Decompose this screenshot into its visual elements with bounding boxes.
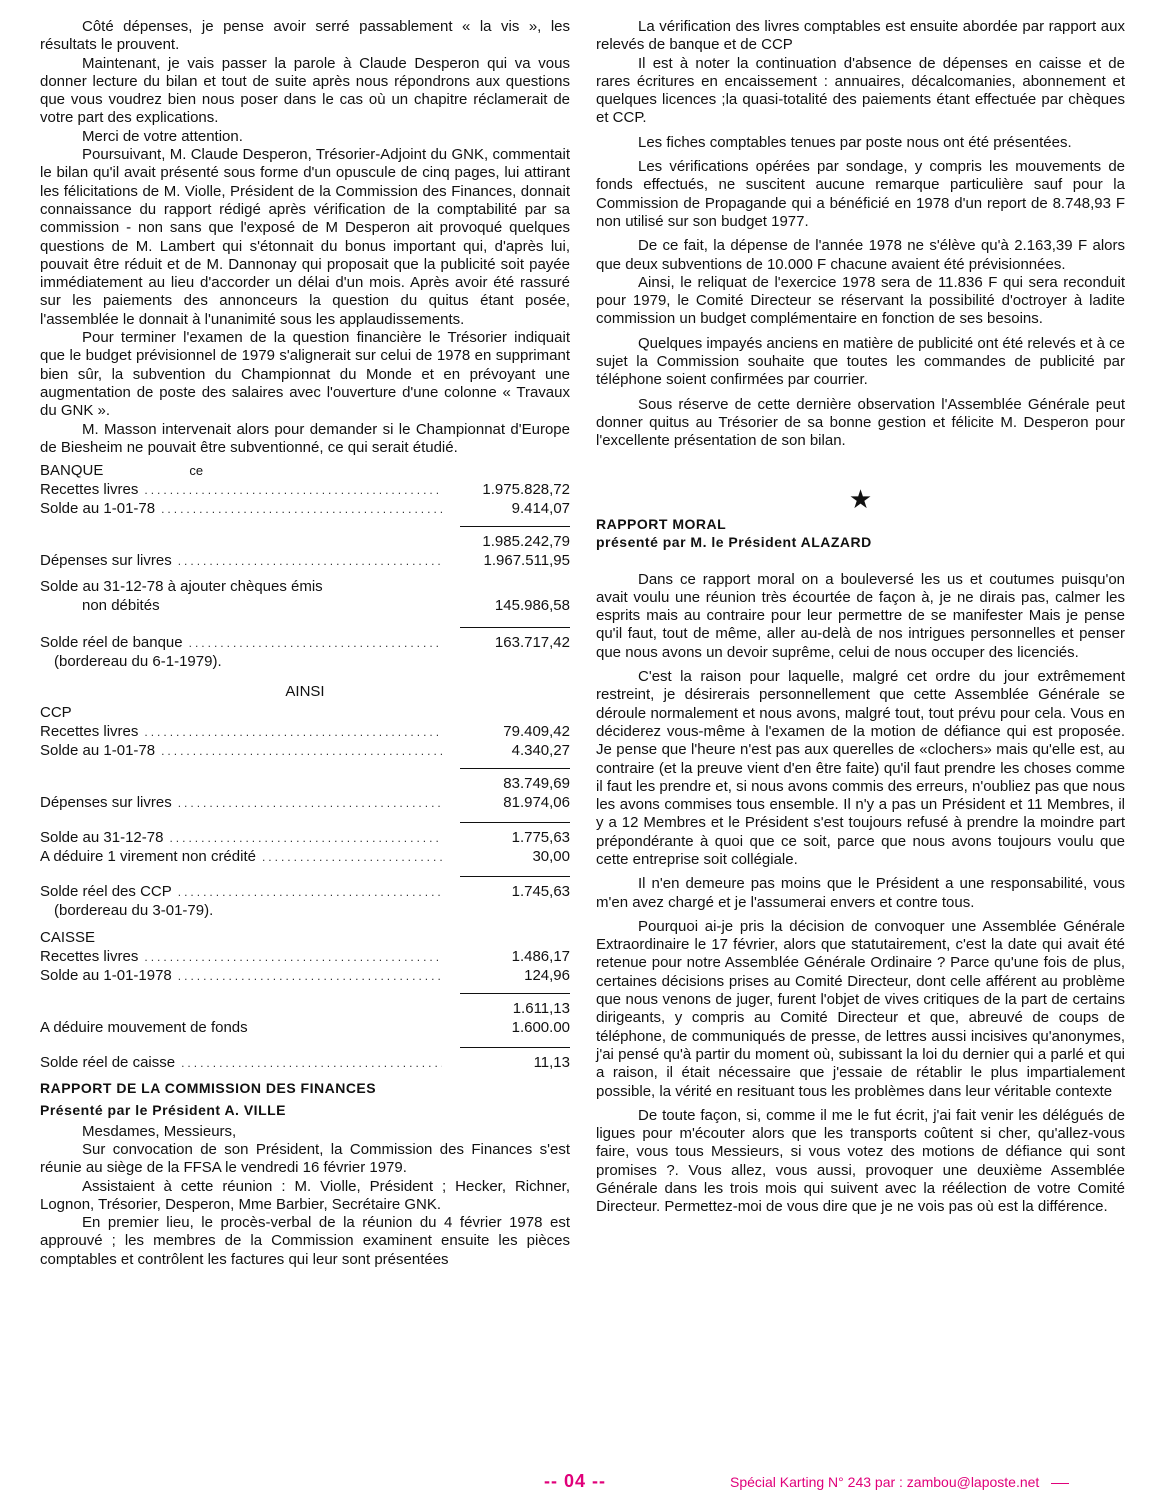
paragraph: Il est à noter la continuation d'absence de dépenses en caisse et de rares écritures en encaissement : annuaires, décalcomanies, abonnement et quelques licences ;la quasi-totalité des paiements étant effectuée par chèques et CCP. [596,54,1125,127]
paragraph: De toute façon, si, comme il me le fut écrit, j'ai fait venir les délégués de ligues pour m'écouter alors que les transports coûtent si cher, qu'allez-vous faire, vous tous Messieurs, si vous votez des motions de défiance qui sont promises ?. Vous allez, vous aussi, provoquer une deuxième Assemblée Générale dans les trois mois qui suivent avec la réélection de votre Comité Directeur. Permettez-moi de vous dire que je ne vois pas où est la différence. [596,1106,1125,1216]
paragraph: Sous réserve de cette dernière observation l'Assemblée Générale peut donner quitus au Trésorier de sa bonne gestion et félicite M. Desperon pour l'excellente présentation de son bilan. [596,395,1125,450]
left-column [40,18,570,1269]
paragraph: Ainsi, le reliquat de l'exercice 1978 sera de 11.836 F qui sera reconduit pour 1979, le Comité Directeur se réservant la possibilité d'octroyer à ladite commission un budget complémentaire en fonction de ses besoins. [596,273,1125,328]
ledger-row: Recettes livres ..... 1.975.828,72 [40,481,570,500]
paragraph: C'est la raison pour laquelle, malgré cet ordre du jour extrêmement restreint, je désirerais personnellement que cette Assemblée Générale se déroule normalement et nous avons, malgré tout, tout prévu pour cela. Vous en déciderez vous-même à l'examen de la motion de défiance qui est proposée. Je pense que l'heure n'est pas aux querelles de «clochers» mais qu'elle est, au contraire (et la preuve vient d'en être faite) qu'il faut prendre les choses comme il faut les prendre et, si nous avons commis des erreurs, n'oubliez pas que nous les avons commises tous ensemble. Il n'y a pas un Président et 11 Membres, il y a 12 Membres et le Président s'est toujours refusé à prendre la moindre part prépondérante à quoi que ce soit, parce que nous avons toujours voulu que cette entreprise soit collégiale. [596,668,1125,868]
right-column [596,18,1125,1217]
section-subtitle: présenté par M. le Président ALAZARD [596,533,872,550]
ledger-row: Dépenses sur livres ..... 1.967.511,95 [40,552,570,571]
footer-dash [1051,1483,1069,1484]
paragraph: Assistaient à cette réunion : M. Violle, Président ; Hecker, Richner, Lognon, Trésorier, Desperon, Mme Barbier, Secrétaire GNK. [40,1177,570,1213]
paragraph: Merci de votre attention. [82,127,243,145]
commission-heading [40,1079,570,1119]
paragraph: Dans ce rapport moral on a bouleversé les us et coutumes puisqu'on avait voulu une réunion très écourtée de façon à, je ne dirais pas, calmer les esprits mais au contraire pour leur permettre de se manifester Mais je pense qu'il faut, tout de même, aller au-delà de nos intrigues personnelles et penser que nous avons un devoir suprême, celui de nous occuper des licenciés. [596,570,1125,661]
paragraph: Mesdames, Messieurs, [82,1122,237,1140]
paragraph: De ce fait, la dépense de l'année 1978 ne s'élève qu'à 2.163,39 F alors que deux subventions de 10.000 F chacune avaient été prévisionnées. [596,237,1125,273]
paragraph: Les vérifications opérées par sondage, y compris les mouvements de fonds effectués, ne suscitent aucune remarque particulière sauf pour la Commission de Propagande qui a bénéficié en 1978 d'un report de 8.748,93 F non utilisé sur son budget 1977. [596,158,1125,230]
section-title: RAPPORT DE LA COMMISSION DES FINANCES [40,1079,377,1096]
ledger-note: (bordereau du 3-01-79). [54,901,214,919]
ledger-row: Dépenses sur livres ..... 81.974,06 [40,794,570,813]
paragraph: M. Masson intervenait alors pour demander si le Championnat d'Europe de Biesheim ne pouvait être subventionné, ce qui serait étudié. [40,420,570,456]
paragraph: Côté dépenses, je pense avoir serré passablement « la vis », les résultats le prouvent. [40,18,570,54]
paragraph: La vérification des livres comptables est ensuite abordée par rapport aux relevés de banque et de CCP [596,18,1125,54]
ledger-row: A déduire mouvement de fonds 1.600.00 [40,1018,570,1036]
ledger-total-row: 1.985.242,79 [40,526,570,552]
paragraph: Les fiches comptables tenues par poste nous ont été présentées. [638,133,1072,151]
ledger-row: Solde réel des CCP ..... 1.745,63 [40,876,570,902]
ledger-total-row: 83.749,69 [40,768,570,794]
moral-heading [596,515,1125,551]
footer-credit: Spécial Karting N° 243 par : zambou@laposte.net [730,1474,1069,1490]
ledger-row: Solde réel de caisse ..... 11,13 [40,1047,570,1073]
paragraph: Sur convocation de son Président, la Commission des Finances s'est réunie au siège de la FFSA le vendredi 16 février 1979. [40,1140,570,1177]
financial-statement [40,461,570,1073]
paragraph: Pourquoi ai-je pris la décision de convoquer une Assemblée Générale Extraordinaire le 17 février, alors que statutairement, c'est la date qui avait été retenue pour notre Assemblée Générale Ordinaire ? Parce qu'une fois de plus, certaines décisions prises au Comité Directeur, dont celle afférent au problème que nous venons de juger, furent l'objet de vives critiques de la part de certains dirigeants, y compris au Comité Directeur et que, abreuvé de coups de téléphone, de communiqués de presse, de lettres aussi incisives qu'anonymes, j'ai pensé qu'à partir du moment où, subissant la loi du dernier qui a parlé et qui a raison, il était nécessaire que j'essaie de rétablir le plus impartialement possible, la vérité en resituant tous les problèmes dans leur véritable contexte [596,917,1125,1100]
paragraph: Il n'en demeure pas moins que le Président a une responsabilité, vous m'en avez chargé et je l'assumerai envers et contre tous. [596,875,1125,911]
star-ornament-icon: ★ [848,483,873,514]
ledger-row: Solde au 1-01-78 ..... 9.414,07 [40,500,570,519]
ledger-row: Solde réel de banque ..... 163.717,42 [40,627,570,653]
ainsi-label: AINSI [285,683,325,701]
section-heading-caisse: CAISSE [40,929,96,947]
ledger-row: Recettes livres ..... 79.409,42 [40,723,570,742]
ledger-row: Recettes livres ..... 1.486,17 [40,948,570,967]
paragraph: Poursuivant, M. Claude Desperon, Trésorier-Adjoint du GNK, commentait le bilan qu'il avait présenté sous forme d'un opuscule de cinq pages, lui attirant les félicitations de M. Violle, Président de la Commission des Finances, donnait connaissance du rapport rédigé après vérification de la comptabilité par sa commission - non sans que l'exposé de M Desperon ait provoqué quelques questions de M. Lambert qui s'étonnait du bonus important qui, d'après lui, pouvait être réduit et de M. Dannonay qui proposait que la publicité soit payée immédiatement au lieu d'accorder un délai d'un mois. Après avoir été rassuré sur les paiements des annonceurs la question du quitus étant posée, l'assemblée le donnait à l'unanimité sous les applaudissements. [40,146,570,328]
ledger-row: non débités 145.986,58 [82,596,570,614]
ledger-row: A déduire 1 virement non crédité ..... 30,00 [40,848,570,867]
paragraph: Pour terminer l'examen de la question financière le Trésorier indiquait que le budget prévisionnel de 1979 s'alignerait sur celui de 1978 en supprimant bien sûr, la subvention du Championnat du Monde et en prévoyant une augmentation de poste des salaires avec l'ouverture d'une colonne « Travaux du GNK ». [40,329,570,420]
ledger-row: Solde au 31-12-78 à ajouter chèques émis [40,578,323,596]
ledger-note: (bordereau du 6-1-1979). [54,652,222,670]
paragraph: En premier lieu, le procès-verbal de la réunion du 4 février 1978 est approuvé ; les membres de la Commission examinent ensuite les pièces comptables et contrôlent les factures qui leur sont présentées [40,1214,570,1268]
ledger-row: Solde au 1-01-1978 ..... 124,96 [40,967,570,986]
ledger-total-row: 1.611,13 [40,993,570,1019]
section-heading-banque: BANQUE ce [40,462,204,480]
section-title: RAPPORT MORAL [596,515,727,532]
ledger-row: Solde au 1-01-78 ..... 4.340,27 [40,742,570,761]
section-heading-ccp: CCP [40,704,72,722]
paragraph: Quelques impayés anciens en matière de publicité ont été relevés et à ce sujet la Commission souhaite que toutes les commandes de publicité par téléphone soient confirmées par courrier. [596,334,1125,389]
paragraph: Maintenant, je vais passer la parole à Claude Desperon qui va vous donner lecture du bilan et tout de suite après nous répondrons aux questions que vous voudrez bien nous poser dans le cas où un chapitre réclamerait de votre part des explications. [40,54,570,127]
ledger-row: Solde au 31-12-78 ..... 1.775,63 [40,822,570,848]
page-number: -- 04 -- [544,1471,606,1491]
section-subtitle: Présenté par le Président A. VILLE [40,1101,287,1118]
